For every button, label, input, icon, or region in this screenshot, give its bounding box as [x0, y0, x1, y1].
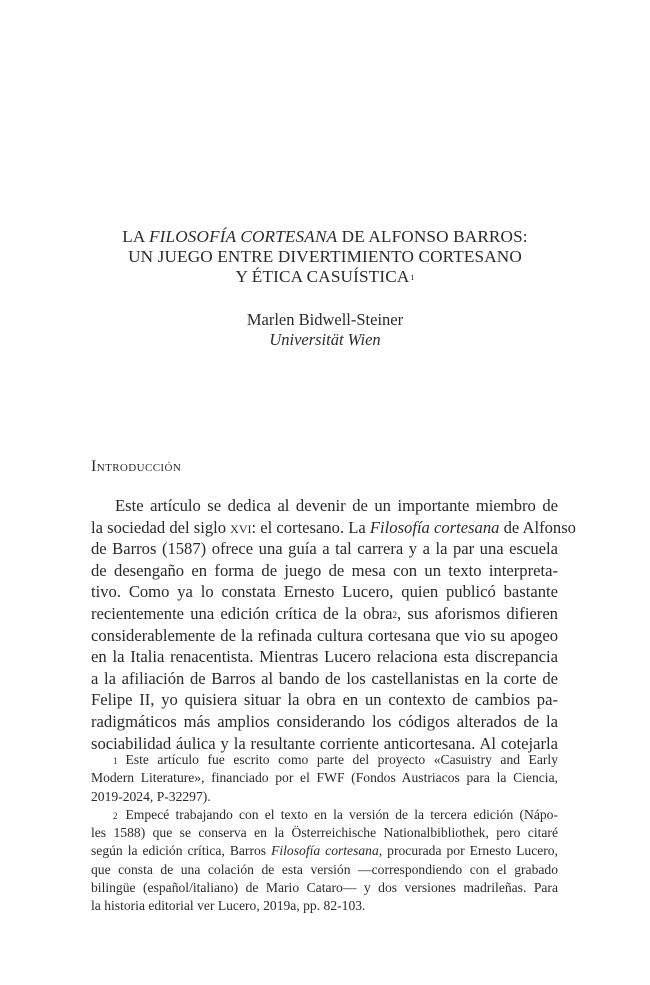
body-line: de Barros (1587) ofrece una guía a tal carrera y a la par una escuela — [91, 539, 558, 559]
body-line: en la Italia renacentista. Mientras Lucero relaciona esta discrepancia — [91, 647, 558, 667]
title-line-2: UN JUEGO ENTRE DIVERTIMIENTO CORTESANO — [128, 247, 522, 266]
title-line-3: Y ÉTICA CASUÍSTICA$^1$ — [235, 267, 415, 286]
footnote-2-line: que consta de una colación de esta versión —correspondiendo con el grabado — [91, 861, 558, 877]
title-line-1: LA FILOSOFÍA CORTESANA DE ALFONSO BARROS: — [122, 227, 528, 246]
body-line: tivo. Como ya lo constata Ernesto Lucero, quien publicó bastante — [91, 582, 558, 602]
footnote-1-line: $^1$ Este artículo fue escrito como parte del proyecto «Casuistry and Early — [113, 752, 558, 767]
century-numeral: xvi — [230, 517, 252, 537]
author-name: Marlen Bidwell-Steiner — [246, 310, 404, 329]
footnote-2-line: les 1588) que se conserva en la Österreichische Nationalbibliothek, pero citaré — [91, 825, 558, 841]
footnote-1-line: Modern Literature», financiado por el FWF (Fondos Austriacos para la Ciencia, — [91, 770, 558, 786]
footnote-2-mark: 2 — [113, 810, 118, 821]
body-line: Felipe II, yo quisiera situar la obra en un contexto de cambios pa- — [91, 690, 558, 710]
work-title-italic: Filosofía cortesana — [271, 843, 379, 859]
title-footnote-mark[interactable]: 1 — [410, 273, 415, 282]
footnote-reference-2[interactable]: 2 — [392, 609, 398, 620]
body-line: Este artículo se dedica al devenir de un importante miembro de — [115, 496, 558, 515]
body-line: recientemente una edición crítica de la obra$^2$, sus aforismos difieren — [91, 603, 558, 623]
work-title-italic: Filosofía cortesana — [369, 517, 500, 537]
footnote-2-line: la historia editorial ver Lucero, 2019a, pp. 82-103. — [91, 898, 366, 914]
article-title — [90, 227, 560, 287]
section-heading: Introducción — [91, 458, 182, 475]
footnotes — [91, 751, 558, 916]
body-line: sociabilidad áulica y la resultante corriente anticortesana. Al cotejarla — [91, 733, 558, 753]
body-line: de desengaño en forma de juego de mesa con un texto interpreta- — [91, 560, 558, 580]
body-line: considerablemente de la refinada cultura cortesana que vio su apogeo — [91, 625, 558, 645]
author-affiliation: Universität Wien — [269, 330, 381, 349]
title-italic-work: FILOSOFÍA CORTESANA — [148, 227, 338, 246]
body-line: a la afiliación de Barros al bando de los castellanistas en la corte de — [91, 668, 558, 688]
body-line: radigmáticos más amplios considerando los códigos alterados de la — [91, 711, 558, 731]
footnote-2-line: según la edición crítica, Barros Filosofía cortesana, procurada por Ernesto Lucero, — [91, 843, 559, 859]
body-line: la sociedad del siglo xvi: el cortesano. La Filosofía cortesana de Alfonso — [91, 517, 576, 537]
footnote-2-line: bilingüe (español/italiano) de Mario Cataro— y dos versiones madrileñas. Para — [91, 880, 558, 896]
footnote-1-mark: 1 — [113, 756, 118, 766]
footnote-1-line: 2019-2024, P-32297). — [91, 788, 211, 804]
body-paragraph — [91, 495, 576, 754]
footnote-2-line: $^2$ Empecé trabajando con el texto en la versión de la tercera edición (Nápo- — [113, 806, 558, 822]
